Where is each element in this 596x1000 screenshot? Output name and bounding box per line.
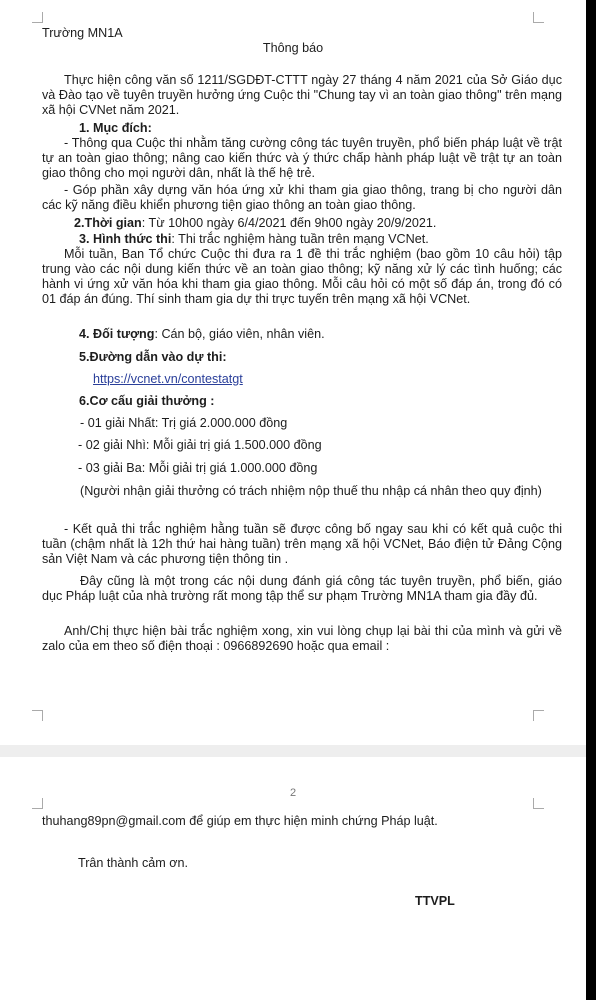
section-3-line [79, 232, 429, 247]
signature: TTVPL [415, 894, 455, 908]
margin-mark-bottom-right [533, 710, 544, 721]
contest-link[interactable]: https://vcnet.vn/contestatgt [93, 372, 243, 386]
section-3-paragraph: Mỗi tuần, Ban Tổ chức Cuộc thi đưa ra 1 đề thi trắc nghiệm (bao gồm 10 câu hỏi) tập trung vào các nội dung kiến thức về an toàn giao thông; kỹ năng xử lý các tình huống; các hành vi ứng xử văn hóa khi tham gia giao thông. Mỗi câu hỏi có một số đáp án, trong đó có 01 đáp án đúng. Thí sinh tham gia dự thi trực tuyến trên mạng xã hội VCNet. [42, 247, 562, 306]
margin-mark-top-right [533, 12, 544, 23]
screen-edge [586, 0, 596, 1000]
section-4-line [79, 327, 325, 342]
section-6-heading: 6.Cơ cấu giải thưởng : [79, 394, 215, 408]
page-separator [0, 745, 586, 757]
intro-paragraph: Thực hiện công văn số 1211/SGDĐT-CTTT ngày 27 tháng 4 năm 2021 của Sở Giáo dục và Đào tạo về tuyên truyền hưởng ứng Cuộc thi "Chung tay vì an toàn giao thông" trên mạng xã hội CVNet năm 2021. [42, 73, 562, 117]
page-title: Thông báo [262, 41, 324, 55]
section-5-heading: 5.Đường dẫn vào dự thi: [79, 350, 227, 364]
section-2-line [74, 216, 436, 231]
results-paragraph: - Kết quả thi trắc nghiệm hằng tuần sẽ được công bố ngay sau khi có kết quả cuộc thi tuần (chậm nhất là 12h thứ hai hàng tuần) trên mạng xã hội VCNet, Báo điện tử Đảng Cộng sản Việt Nam và các phương tiện thông tin . [42, 522, 562, 566]
email-line: thuhang89pn@gmail.com để giúp em thực hiện minh chứng Pháp luật. [42, 814, 438, 828]
section-2-heading: 2.Thời gian [74, 216, 142, 230]
section-1-heading: 1. Mục đích: [79, 121, 152, 135]
thanks-line: Trân thành cảm ơn. [78, 856, 188, 870]
tax-note: (Người nhận giải thưởng có trách nhiệm nộp thuế thu nhập cá nhân theo quy định) [80, 484, 542, 498]
section-4-text: : Cán bộ, giáo viên, nhân viên. [154, 327, 325, 341]
prize-third: - 03 giải Ba: Mỗi giải trị giá 1.000.000 đồng [78, 461, 318, 475]
prize-first: - 01 giải Nhất: Trị giá 2.000.000 đồng [80, 416, 288, 430]
margin-mark-top-left [32, 12, 43, 23]
section-1-paragraph-1: - Thông qua Cuộc thi nhằm tăng cường công tác tuyên truyền, phổ biến pháp luật về trật tự an toàn giao thông; nâng cao kiến thức và ý thức chấp hành pháp luật về trật tự an toàn giao thông cho mọi người dân, nhất là thế hệ trẻ. [42, 136, 562, 180]
section-3-heading: 3. Hình thức thi [79, 232, 172, 246]
request-paragraph: Anh/Chị thực hiện bài trắc nghiệm xong, xin vui lòng chụp lại bài thi của mình và gửi về zalo của em theo số điện thoại : 0966892690 hoặc qua email : [42, 624, 562, 653]
margin-mark-page2-top-left [32, 798, 43, 809]
margin-mark-bottom-left [32, 710, 43, 721]
school-name: Trường MN1A [42, 26, 123, 40]
section-4-heading: 4. Đối tượng [79, 327, 155, 341]
evaluation-paragraph: Đây cũng là một trong các nội dung đánh giá công tác tuyên truyền, phổ biến, giáo dục Pháp luật của nhà trường rất mong tập thể sư phạm Trường MN1A tham gia đầy đủ. [42, 574, 562, 603]
section-2-text: : Từ 10h00 ngày 6/4/2021 đến 9h00 ngày 20/9/2021. [141, 216, 437, 230]
prize-second: - 02 giải Nhì: Mỗi giải trị giá 1.500.000 đồng [78, 438, 322, 452]
margin-mark-page2-top-right [533, 798, 544, 809]
section-1-paragraph-2: - Góp phần xây dựng văn hóa ứng xử khi tham gia giao thông, trang bị cho người dân các kỹ năng điều khiển phương tiện giao thông an toàn giao thông. [42, 183, 562, 212]
section-3-text: : Thi trắc nghiệm hàng tuần trên mạng VCNet. [171, 232, 429, 246]
page-number: 2 [289, 787, 297, 799]
